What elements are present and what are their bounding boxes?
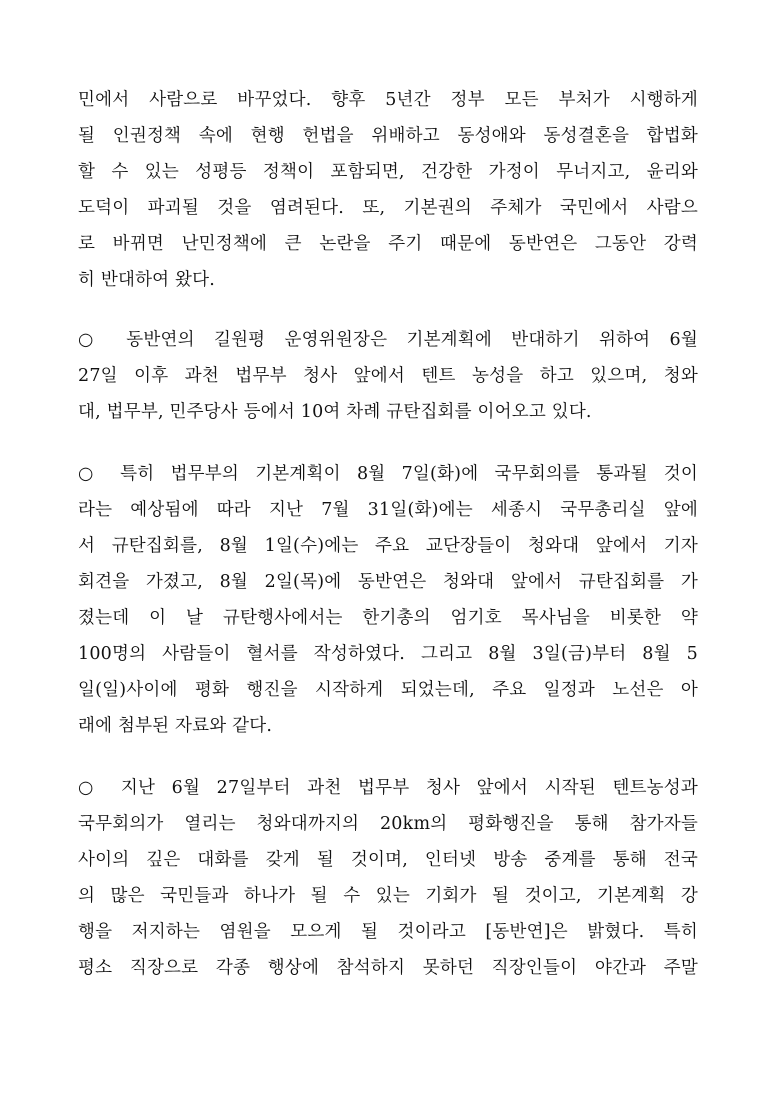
text-line: 100명의 사람들이 혈서를 작성하였다. 그리고 8월 3일(금)부터 8월 5 <box>78 644 698 664</box>
text-line: 될 인권정책 속에 현행 헌법을 위배하고 동성애와 동성결혼을 합법화 <box>78 126 698 146</box>
text-line: 의 많은 국민들과 하나가 될 수 있는 기회가 될 것이고, 기본계획 강 <box>78 886 698 906</box>
paragraph-1 <box>78 82 698 298</box>
text-line: ○ 동반연의 길원평 운영위원장은 기본계획에 반대하기 위하여 6월 <box>78 330 698 350</box>
text-line: 로 바뀌면 난민정책에 큰 논란을 주기 때문에 동반연은 그동안 강력 <box>78 234 698 254</box>
text-line: 할 수 있는 성평등 정책이 포함되면, 건강한 가정이 무너지고, 윤리와 <box>78 162 698 182</box>
paragraph-2 <box>78 322 698 430</box>
text-line: 대, 법무부, 민주당사 등에서 10여 차례 규탄집회를 이어오고 있다. <box>78 402 592 422</box>
text-line: 라는 예상됨에 따라 지난 7월 31일(화)에는 세종시 국무총리실 앞에 <box>78 500 698 520</box>
text-line: 사이의 깊은 대화를 갖게 될 것이며, 인터넷 방송 중계를 통해 전국 <box>78 850 698 870</box>
text-line: ○ 특히 법무부의 기본계획이 8월 7일(화)에 국무회의를 통과될 것이 <box>78 464 698 484</box>
text-line: 도덕이 파괴될 것을 염려된다. 또, 기본권의 주체가 국민에서 사람으 <box>78 198 698 218</box>
text-line: 졌는데 이 날 규탄행사에서는 한기총의 엄기호 목사님을 비롯한 약 <box>78 608 698 628</box>
text-line: 행을 저지하는 염원을 모으게 될 것이라고 [동반연]은 밝혔다. 특히 <box>78 922 698 942</box>
text-line: 27일 이후 과천 법무부 청사 앞에서 텐트 농성을 하고 있으며, 청와 <box>78 366 698 386</box>
paragraph-4 <box>78 770 698 986</box>
text-line: 민에서 사람으로 바꾸었다. 향후 5년간 정부 모든 부처가 시행하게 <box>78 90 698 110</box>
text-line: 래에 첨부된 자료와 같다. <box>78 716 273 736</box>
text-line: 히 반대하여 왔다. <box>78 270 216 290</box>
text-line: 회견을 가졌고, 8월 2일(목)에 동반연은 청와대 앞에서 규탄집회를 가 <box>78 572 698 592</box>
paragraph-3 <box>78 456 698 744</box>
text-line: 일(일)사이에 평화 행진을 시작하게 되었는데, 주요 일정과 노선은 아 <box>78 680 698 700</box>
text-line: 평소 직장으로 각종 행상에 참석하지 못하던 직장인들이 야간과 주말 <box>78 958 698 978</box>
text-line: ○ 지난 6월 27일부터 과천 법무부 청사 앞에서 시작된 텐트농성과 <box>78 778 698 798</box>
text-line: 서 규탄집회를, 8월 1일(수)에는 주요 교단장들이 청와대 앞에서 기자 <box>78 536 698 556</box>
text-line: 국무회의가 열리는 청와대까지의 20km의 평화행진을 통해 참가자들 <box>78 814 698 834</box>
